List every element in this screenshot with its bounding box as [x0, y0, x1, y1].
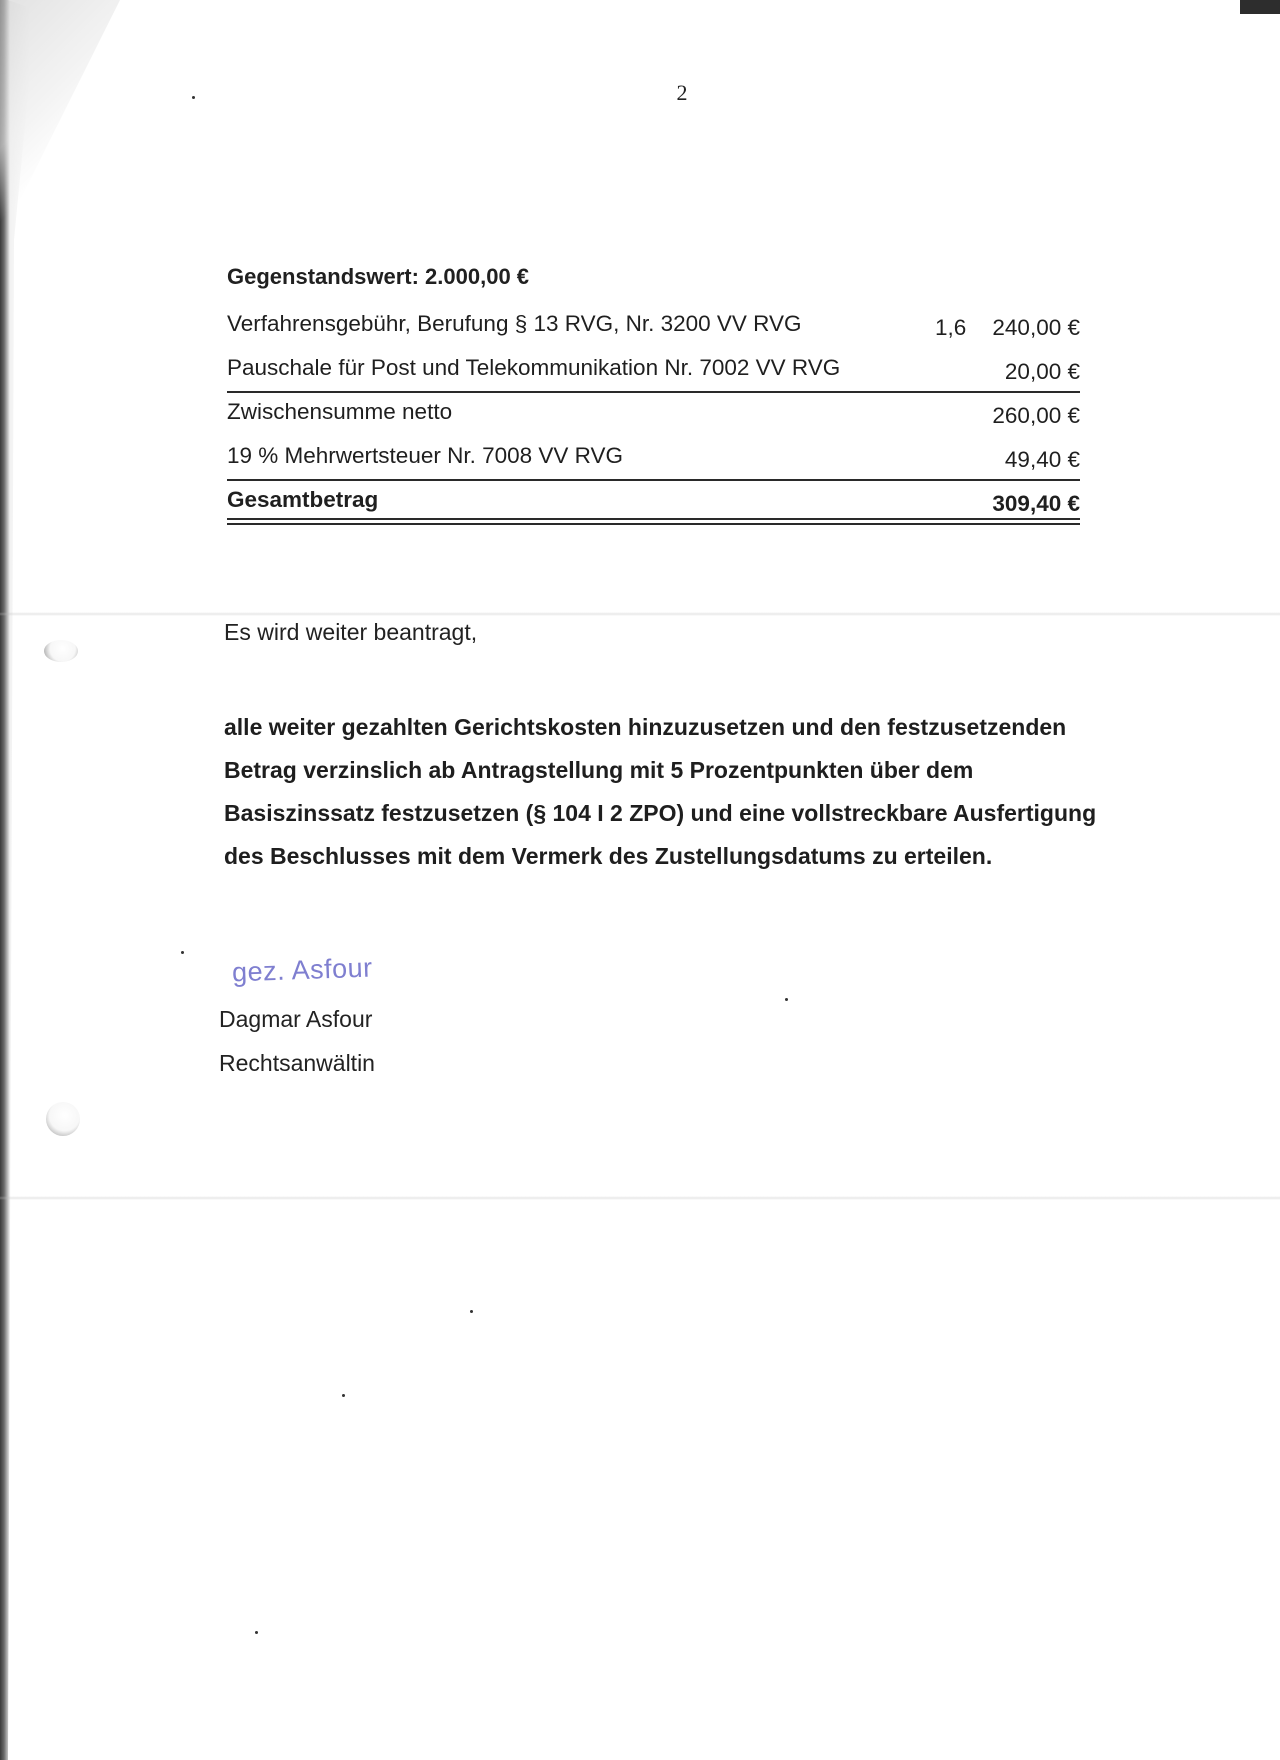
cost-description: 19 % Mehrwertsteuer Nr. 7008 VV RVG [227, 443, 624, 468]
paper-fold-line [0, 612, 1280, 616]
page-number: 2 [676, 80, 688, 105]
cost-amount: 260,00 € [992, 403, 1080, 428]
request-paragraph [224, 706, 1184, 878]
request-line: alle weiter gezahlten Gerichtskosten hinzuzusetzen und den festzusetzenden [224, 714, 1067, 740]
scan-speck [785, 998, 788, 1001]
request-line: des Beschlusses mit dem Vermerk des Zustellungsdatums zu erteilen. [224, 843, 993, 869]
scan-speck [342, 1394, 345, 1397]
punch-hole [44, 640, 78, 662]
signer-title: Rechtsanwältin [219, 1050, 375, 1076]
cost-amount: 240,00 € [992, 315, 1080, 340]
page-corner-fold [0, 0, 130, 240]
cost-row-postage-flat-rate [227, 349, 1080, 393]
paper-fold-line [0, 1196, 1280, 1200]
cost-row-vat [227, 437, 1080, 481]
scan-speck [192, 96, 195, 99]
signer-name: Dagmar Asfour [219, 1006, 373, 1032]
cost-statement-table [227, 305, 1080, 525]
cost-amount: 309,40 € [992, 491, 1080, 516]
cost-description: Verfahrensgebühr, Berufung § 13 RVG, Nr. 3200 VV RVG [227, 311, 802, 336]
cost-row-subtotal [227, 393, 1080, 437]
scan-edge-shadow [0, 0, 36, 1760]
punch-hole [46, 1102, 80, 1136]
object-value-heading: Gegenstandswert: 2.000,00 € [227, 264, 530, 289]
cost-row-total [227, 481, 1080, 525]
scan-speck [470, 1310, 473, 1313]
request-intro: Es wird weiter beantragt, [224, 619, 478, 645]
signature-stamp: gez. Asfour [231, 952, 374, 988]
cost-amount: 49,40 € [1004, 447, 1080, 472]
request-line: Betrag verzinslich ab Antragstellung mit 5 Prozentpunkten über dem [224, 757, 974, 783]
request-line: Basiszinssatz festzusetzen (§ 104 I 2 ZPO) und eine vollstreckbare Ausfertigung [224, 800, 1097, 826]
cost-row-procedure-fee [227, 305, 1080, 349]
scan-speck [255, 1631, 258, 1634]
fee-factor: 1,6 [935, 315, 967, 340]
cost-description: Zwischensumme netto [227, 399, 453, 424]
cost-amount: 20,00 € [1004, 359, 1080, 384]
cost-description: Gesamtbetrag [227, 487, 379, 512]
scan-corner-mark [1240, 0, 1280, 14]
scan-speck [181, 951, 184, 954]
cost-description: Pauschale für Post und Telekommunikation Nr. 7002 VV RVG [227, 355, 841, 380]
